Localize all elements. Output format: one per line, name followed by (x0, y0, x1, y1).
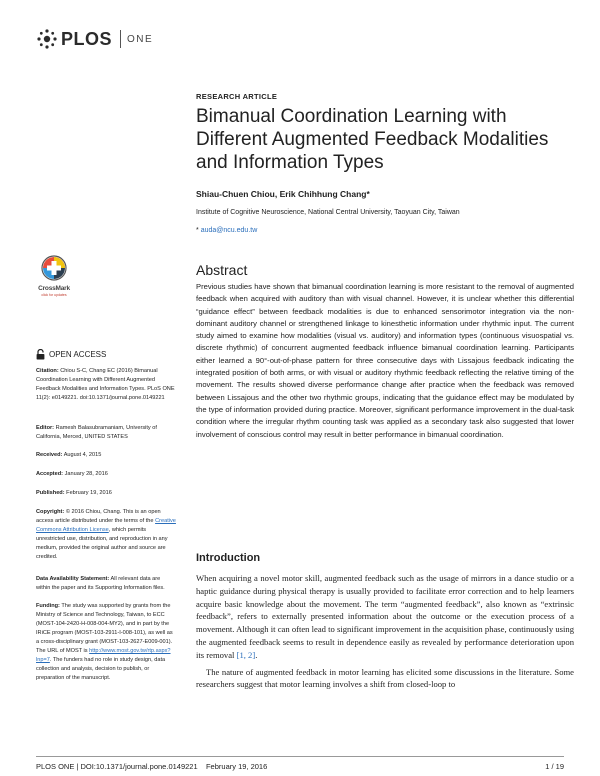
intro-paragraph-1 (196, 572, 574, 662)
open-access-badge (36, 349, 106, 360)
editor-label: Editor: (36, 425, 55, 431)
abstract-text: Previous studies have shown that bimanual coordination learning is more resistant to the removal of augmented feedback when acquired with auditory than with visual channel. However, it is unclear whether this differential “guidance effect” between feedback modalities is due to enhanced sensorimotor integration via the non-dominant auditory channel or strengthened linkage to kinesthetic information under rhythmic input. The current study aimed to examine how modalities (visual vs. auditory) and information types (continuous visuospatial vs. discrete rhythmic) of concurrent augmented feedback influence bimanual coordination learning. Participants either learned a 90°-out-of-phase pattern for three consecutive days with Lissajous feedback indicating the integrated position of both arms, or with visual or auditory rhythmic feedback reflecting the relative timing of the movement. The results showed diverse performance change after practice when the feedback was removed between Lissajous and the other two rhythmic groups, indicating that the guidance effect may be modulated by the type of information provided during practice. Moreover, significant performance improvement in the dual-task condition where the irregular rhythm counting task was applied as a secondary task also suggested that lower involvement of conscious control may result in better performance in bimanual coordination. (196, 282, 574, 439)
editor-text: Ramesh Balasubramaniam, University of California, Merced, UNITED STATES (36, 425, 157, 440)
copyright-text: © 2016 Chiou, Chang. This is an open access article distributed under the terms of the (36, 509, 161, 524)
article-type: RESEARCH ARTICLE (196, 92, 278, 101)
intro-paragraph-2: The nature of augmented feedback in motor learning has elicited some discussions in the literature. Some researchers suggest that motor learning involves a shift from closed-loop to (196, 666, 574, 690)
accepted-date: January 28, 2016 (64, 471, 108, 477)
logo-plos-text: PLOS (61, 28, 113, 49)
data-availability-block (36, 575, 176, 593)
crossmark-label: CrossMark (38, 285, 70, 292)
funding-text: The study was supported by grants from the Ministry of Science and Technology, Taiwan, to ECC (MOST-104-2420-H-008-004-MY2), and in part by the IRiCE program (MOST-103-2911-I-008-101), as well as a cross-disciplinary grant (MOST-103-2627-E009-001). The URL of MOST is (36, 603, 173, 654)
crossmark-badge[interactable] (33, 255, 75, 297)
received-date: August 4, 2015 (63, 452, 102, 458)
article-title: Bimanual Coordination Learning with Different Augmented Feedback Modalities and Information Types (196, 106, 549, 173)
abstract-heading: Abstract (196, 262, 248, 278)
intro-p1-end: . (255, 649, 258, 660)
author-affiliation: Institute of Cognitive Neuroscience, National Central University, Taoyuan City, Taiwan (196, 209, 460, 216)
funding-label: Funding: (36, 603, 60, 609)
citation-text: Chiou S-C, Chang EC (2016) Bimanual Coordination Learning with Different Augmented Feedback Modalities and Information Types. PLoS ONE 11(2): e0149221. doi:10.1371/journal.pone.0149221 (36, 368, 175, 401)
plos-one-logo[interactable] (36, 28, 153, 50)
plos-logo-icon (36, 28, 58, 50)
open-access-label: OPEN ACCESS (49, 350, 107, 359)
crossmark-icon (40, 255, 68, 285)
editor-block (36, 424, 176, 442)
crossmark-sublabel: click for updates (41, 293, 67, 297)
copyright-block (36, 508, 176, 562)
published-block (36, 489, 176, 498)
published-date: February 19, 2016 (66, 490, 112, 496)
citation-label: Citation: (36, 368, 59, 374)
accepted-label: Accepted: (36, 471, 64, 477)
copyright-text-end: , which permits unrestricted use, distribution, and reproduction in any medium, provided the original author and source are credited. (36, 527, 168, 560)
intro-p1-text: When acquiring a novel motor skill, augmented feedback such as the usage of mirrors in a dance studio or a haptic guidance during physical therapy is usually provided to facilitate error correction and to help learners acquire basic knowledge about the movement. The term “augmented feedback”, also known as “extrinsic feedback”, refers to externally presented information about the outcome or the execution process of a movement. Although it can often lead to significant improvement in the acquisition phase, continuously using the augmented feedback seems to result in dependence easily as revealed by performance deterioration upon its removal (196, 573, 574, 660)
data-availability-label: Data Availability Statement: (36, 576, 110, 582)
article-authors: Shiau-Chuen Chiou, Erik Chihhung Chang* (196, 189, 370, 199)
published-label: Published: (36, 490, 65, 496)
email-star: * (196, 227, 199, 234)
logo-divider (120, 30, 121, 48)
accepted-block (36, 470, 176, 479)
copyright-label: Copyright: (36, 509, 65, 515)
corresponding-email (196, 227, 257, 234)
introduction-heading: Introduction (196, 552, 261, 564)
citation-ref-link[interactable]: [1, 2] (236, 649, 256, 660)
introduction-body (196, 572, 574, 691)
funding-block (36, 602, 176, 683)
license-link[interactable]: Creative Commons Attribution License (36, 518, 176, 533)
funding-text-end: . The funders had no role in study design, data collection and analysis, decision to publish, or preparation of the manuscript. (36, 657, 166, 681)
logo-journal-text: ONE (127, 33, 154, 45)
data-availability-text: All relevant data are within the paper and its Supporting Information files. (36, 576, 165, 591)
footer-citation: PLOS ONE | DOI:10.1371/journal.pone.0149221 February 19, 2016 (36, 762, 268, 771)
footer-divider (36, 756, 564, 757)
received-label: Received: (36, 452, 63, 458)
page-number: 1 / 19 (545, 762, 564, 771)
most-url-link[interactable]: http://www.most.gov.tw/rtp.aspx?lnp=7 (36, 648, 171, 663)
open-access-lock-icon (36, 349, 45, 360)
citation-block (36, 367, 176, 403)
received-block (36, 451, 176, 460)
email-link[interactable]: auda@ncu.edu.tw (200, 227, 258, 234)
